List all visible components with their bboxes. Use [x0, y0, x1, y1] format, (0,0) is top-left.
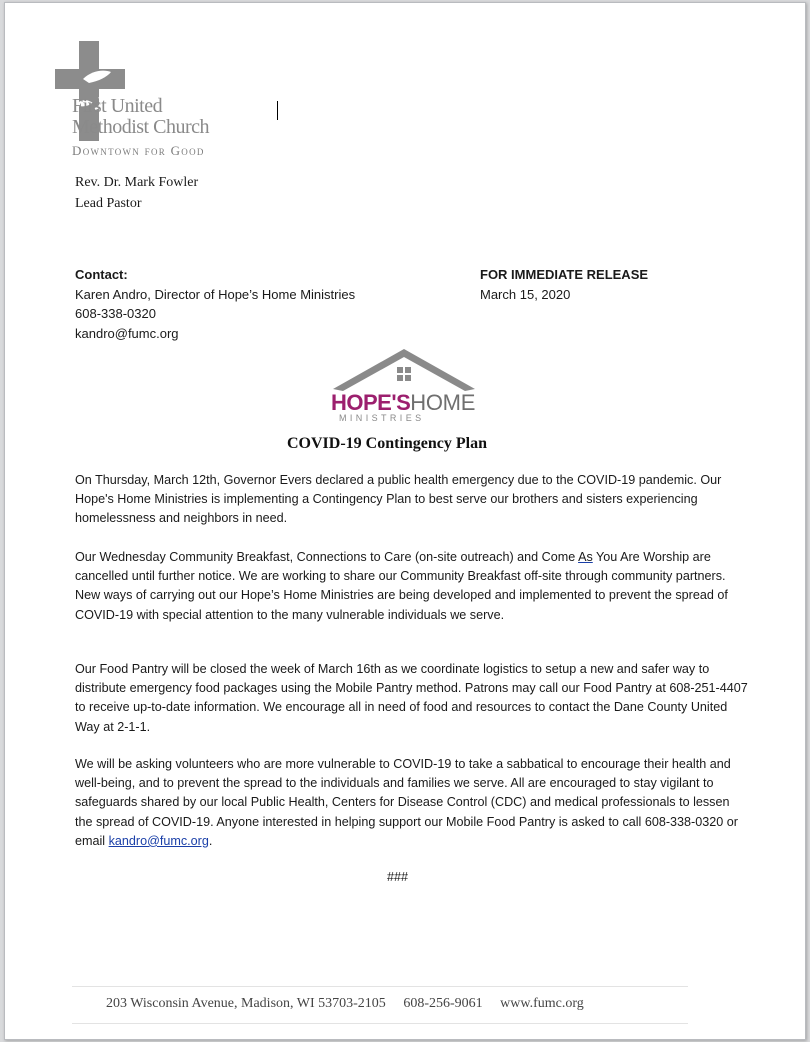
- ministry-subtitle: MINISTRIES: [339, 413, 425, 423]
- document-page: [4, 2, 806, 1040]
- paragraph-2-as: As: [578, 550, 593, 564]
- email-link[interactable]: kandro@fumc.org: [108, 833, 209, 848]
- paragraph-2: [75, 548, 750, 625]
- ministry-hopes: HOPE'S: [331, 390, 411, 415]
- house-roof-icon: [333, 349, 475, 393]
- contact-person: Karen Andro, Director of Hope’s Home Ministries: [75, 286, 356, 302]
- footer-phone: 608-256-9061: [403, 996, 483, 1011]
- release-date: March 15, 2020: [480, 286, 571, 302]
- paragraph-4-text: We will be asking volunteers who are more vulnerable to COVID-19 to take a sabbatical to encourage their health and well-being, and to prevent the spread to the individuals and families we serve. All are encouraged to stay vigilant to safeguards shared by our local Public Health, Centers for Disease Control (CDC) and medical professionals to lessen the spread of COVID-19. Anyone interested in helping support our Mobile Food Pantry is asked to call 608-338-0320 or email: [75, 757, 738, 848]
- paragraph-2-start: Our Wednesday Community Breakfast, Connections to Care (on-site outreach) and Come: [75, 550, 579, 564]
- paragraph-1: On Thursday, March 12th, Governor Evers declared a public health emergency due to the COVID-19 pandemic. Our Hope's Home Ministries is implementing a Contingency Plan to best serve our brothers and sisters experiencing homelessness and neighbors in need.: [75, 473, 722, 526]
- footer-website: www.fumc.org: [500, 996, 584, 1011]
- sender-name: Rev. Dr. Mark Fowler: [75, 175, 199, 190]
- paragraph-4-end: .: [208, 833, 213, 848]
- release-label: FOR IMMEDIATE RELEASE: [480, 267, 649, 282]
- contact-block: [75, 265, 355, 343]
- release-block: [480, 265, 648, 304]
- church-tagline: Downtown for Good: [72, 143, 205, 158]
- contact-email: kandro@fumc.org: [75, 325, 179, 341]
- church-name-line2: Methodist Church: [72, 116, 209, 138]
- contact-phone: 608-338-0320: [75, 306, 156, 321]
- document-title: COVID-19 Contingency Plan: [287, 435, 488, 452]
- church-name-line1: First United: [72, 95, 163, 117]
- footer-bar: [72, 986, 688, 1024]
- sender-title: Lead Pastor: [75, 196, 142, 211]
- paragraph-4: [75, 755, 750, 851]
- ministry-home: HOME: [410, 390, 476, 415]
- contact-heading: Contact:: [75, 267, 128, 282]
- text-cursor: [277, 101, 278, 120]
- end-mark: ###: [387, 870, 409, 884]
- paragraph-2-end: You Are Worship are cancelled until further notice. We are working to share our Community Breakfast off-site through community partners. New ways of carrying out our Hope’s Home Ministries are being developed and implemented to prevent the spread of COVID-19 with special attention to the many vulnerable individuals we serve.: [75, 550, 728, 622]
- paragraph-3: Our Food Pantry will be closed the week of March 16th as we coordinate logistics to setup a new and safer way to distribute emergency food packages using the Mobile Pantry method. Patrons may call our Food Pantry at 608-251-4407 to receive up-to-date information. We encourage all in need of food and resources to contact the Dane County United Way at 2-1-1.: [75, 662, 748, 734]
- footer-address: 203 Wisconsin Avenue, Madison, WI 53703-2105: [106, 996, 386, 1011]
